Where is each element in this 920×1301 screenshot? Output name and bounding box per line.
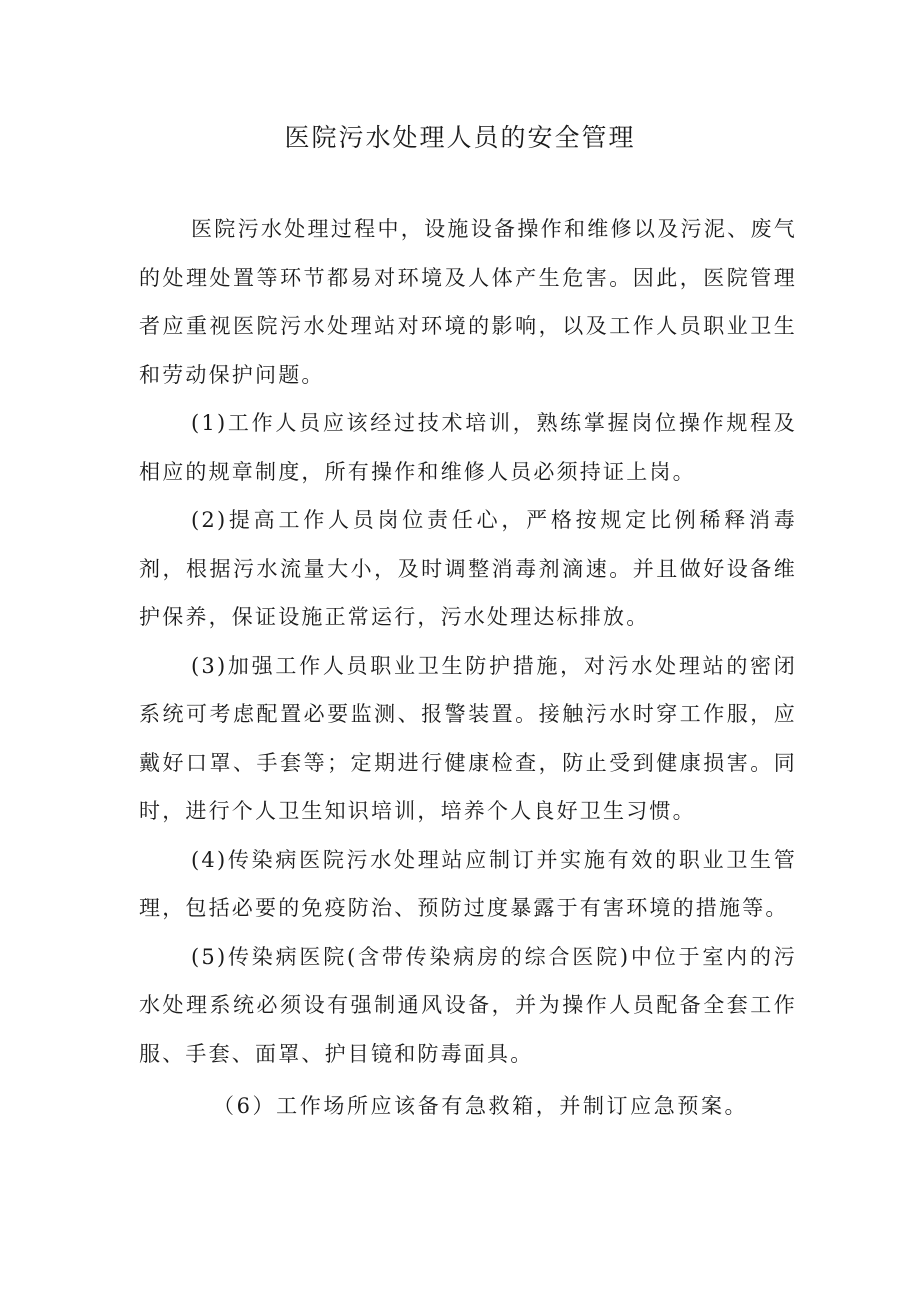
paragraph-item-5: (5)传染病医院(含带传染病房的综合医院)中位于室内的污水处理系统必须设有强制通风设备，并为操作人员配备全套工作服、手套、面罩、护目镜和防毒面具。 bbox=[139, 944, 797, 1066]
intro-paragraph: 医院污水处理过程中，设施设备操作和维修以及污泥、废气的处理处置等环节都易对环境及人体产生危害。因此，医院管理者应重视医院污水处理站对环境的影响，以及工作人员职业卫生和劳动保护问题。 bbox=[139, 217, 797, 387]
paragraph-item-3: (3)加强工作人员职业卫生防护措施，对污水处理站的密闭系统可考虑配置必要监测、报警装置。接触污水时穿工作服，应戴好口罩、手套等；定期进行健康检查，防止受到健康损害。同时，进行个人卫生知识培训，培养个人良好卫生习惯。 bbox=[139, 653, 797, 823]
paragraph-item-4: (4)传染病医院污水处理站应制订并实施有效的职业卫生管理，包括必要的免疫防治、预防过度暴露于有害环境的措施等。 bbox=[139, 847, 797, 920]
paragraph-item-2: (2)提高工作人员岗位责任心，严格按规定比例稀释消毒剂，根据污水流量大小，及时调整消毒剂滴速。并且做好设备维护保养，保证设施正常运行，污水处理达标排放。 bbox=[139, 508, 797, 629]
document-title: 医院污水处理人员的安全管理 bbox=[284, 123, 636, 152]
document-body bbox=[139, 205, 797, 1131]
paragraph-item-1: (1)工作人员应该经过技术培训，熟练掌握岗位操作规程及相应的规章制度，所有操作和维修人员必须持证上岗。 bbox=[139, 411, 797, 484]
paragraph-item-6: （6）工作场所应该备有急救箱，并制订应急预案。 bbox=[213, 1094, 749, 1118]
